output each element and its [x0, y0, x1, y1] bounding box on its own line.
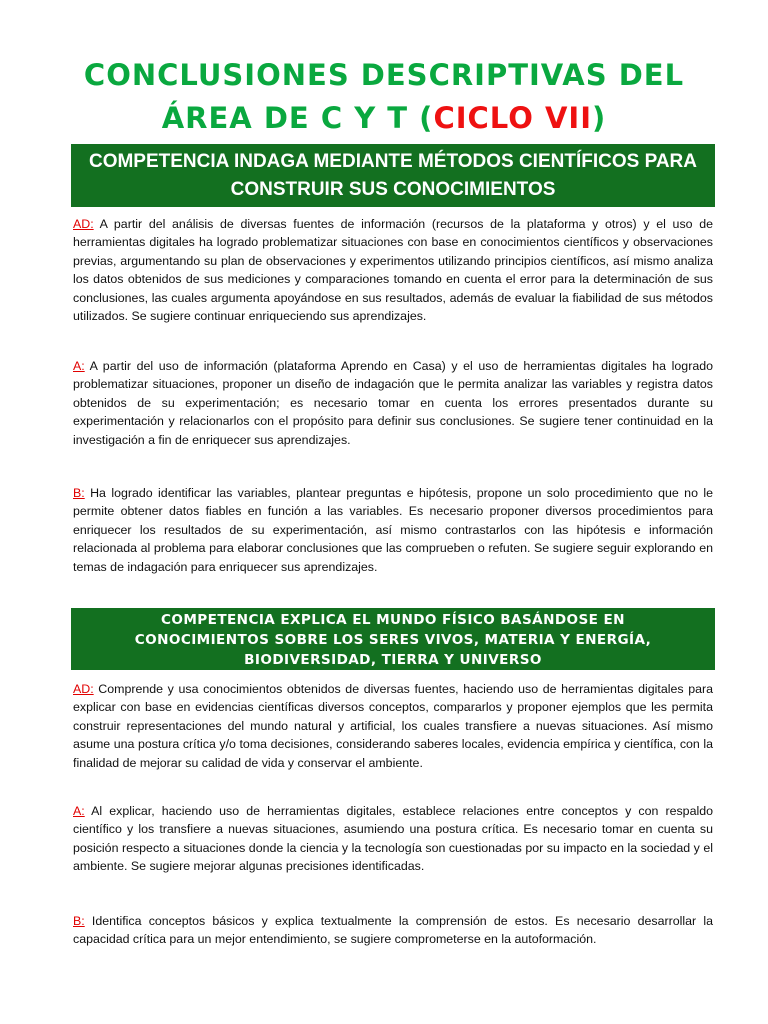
- competency-heading-explica: [71, 608, 715, 670]
- title-line-2-prefix: ÁREA DE C Y T (: [161, 101, 434, 135]
- heading-line: CONOCIMIENTOS SOBRE LOS SERES VIVOS, MATERIA Y ENERGÍA,: [134, 632, 652, 648]
- heading-line: BIODIVERSIDAD, TIERRA Y UNIVERSO: [244, 652, 542, 668]
- conclusion-b-explica: [73, 912, 713, 949]
- conclusion-text: Al explicar, haciendo uso de herramientas digitales, establece relaciones entre conceptos y con respaldo científico y los transfiere a nuevas situaciones, asumiendo una postura crítica. Es necesario tomar en cuenta su posición respecto a situaciones donde la ciencia y la tecnología son cuestionadas por su impacto en la sociedad y el ambiente. Se sugiere mejorar algunas precisiones identificadas.: [73, 804, 713, 874]
- heading-line: COMPETENCIA EXPLICA EL MUNDO FÍSICO BASÁNDOSE EN: [161, 612, 625, 628]
- title-line-2: [40, 97, 728, 140]
- page-title: [40, 54, 728, 140]
- conclusion-ad-indaga: [73, 215, 713, 325]
- conclusion-a-explica: [73, 802, 713, 876]
- level-label-ad: AD:: [73, 217, 94, 231]
- heading-line: COMPETENCIA INDAGA MEDIANTE MÉTODOS CIENTÍFICOS PARA: [88, 151, 698, 172]
- level-label-b: B:: [73, 486, 85, 500]
- conclusion-text: Identifica conceptos básicos y explica textualmente la comprensión de estos. Es necesario desarrollar la capacidad crítica para un mejor entendimiento, se sugiere comprometerse en la autoformación.: [73, 914, 713, 947]
- conclusion-text: Comprende y usa conocimientos obtenidos de diversas fuentes, haciendo uso de herramientas digitales para explicar con base en evidencias científicas diversos conceptos, compararlos y proponer ejemplos que les permita construir representaciones del mundo natural y artificial, los cuales transfiere a nuevas situaciones. Así mismo asume una postura crítica y/o toma decisiones, considerando saberes locales, evidencia empírica y científica, con la finalidad de mejorar su calidad de vida y conservar el ambiente.: [73, 682, 713, 770]
- conclusion-a-indaga: [73, 357, 713, 449]
- level-label-b: B:: [73, 914, 85, 928]
- conclusion-text: Ha logrado identificar las variables, plantear preguntas e hipótesis, propone un solo procedimiento que no le permite obtener datos fiables en función a las variables. Es necesario proponer diversos procedimientos para enriquecer los resultados de su experimentación, así mismo contrastarlos con las hipótesis e información relacionada al problema para elaborar conclusiones que las comprueben o refuten. Se sugiere seguir explorando en temas de indagación para enriquecer sus aprendizajes.: [73, 486, 713, 574]
- level-label-a: A:: [73, 804, 85, 818]
- conclusion-text: A partir del uso de información (plataforma Aprendo en Casa) y el uso de herramientas digitales ha logrado problematizar situaciones, proponer un diseño de indagación que le permita analizar las variables y registra datos obtenidos de su experimentación; es necesario tomar en cuenta los errores presentados durante su experimentación y relacionarlos con el propósito para definir sus conclusiones. Se sugiere tener continuidad en la investigación a fin de enriquecer sus aprendizajes.: [73, 359, 713, 447]
- cycle-highlight: CICLO VII: [433, 101, 593, 135]
- level-label-a: A:: [73, 359, 85, 373]
- title-line-1: CONCLUSIONES DESCRIPTIVAS DEL: [83, 58, 685, 92]
- competency-heading-indaga: [71, 144, 715, 207]
- heading-line: CONSTRUIR SUS CONOCIMIENTOS: [230, 179, 556, 200]
- conclusion-text: A partir del análisis de diversas fuentes de información (recursos de la plataforma y otros) y el uso de herramientas digitales ha logrado problematizar situaciones con base en conocimientos científicos y observaciones previas, argumentando su plan de observaciones y experimentos utilizando principios científicos, así mismo analiza los datos obtenidos de sus mediciones y comparaciones tomando en cuenta el error para la determinación de sus conclusiones, las cuales argumenta apoyándose en sus resultados, además de evaluar la fiabilidad de sus métodos utilizados. Se sugiere continuar enriqueciendo sus aprendizajes.: [73, 217, 713, 324]
- level-label-ad: AD:: [73, 682, 94, 696]
- title-line-2-suffix: ): [592, 101, 607, 135]
- conclusion-b-indaga: [73, 484, 713, 576]
- conclusion-ad-explica: [73, 680, 713, 772]
